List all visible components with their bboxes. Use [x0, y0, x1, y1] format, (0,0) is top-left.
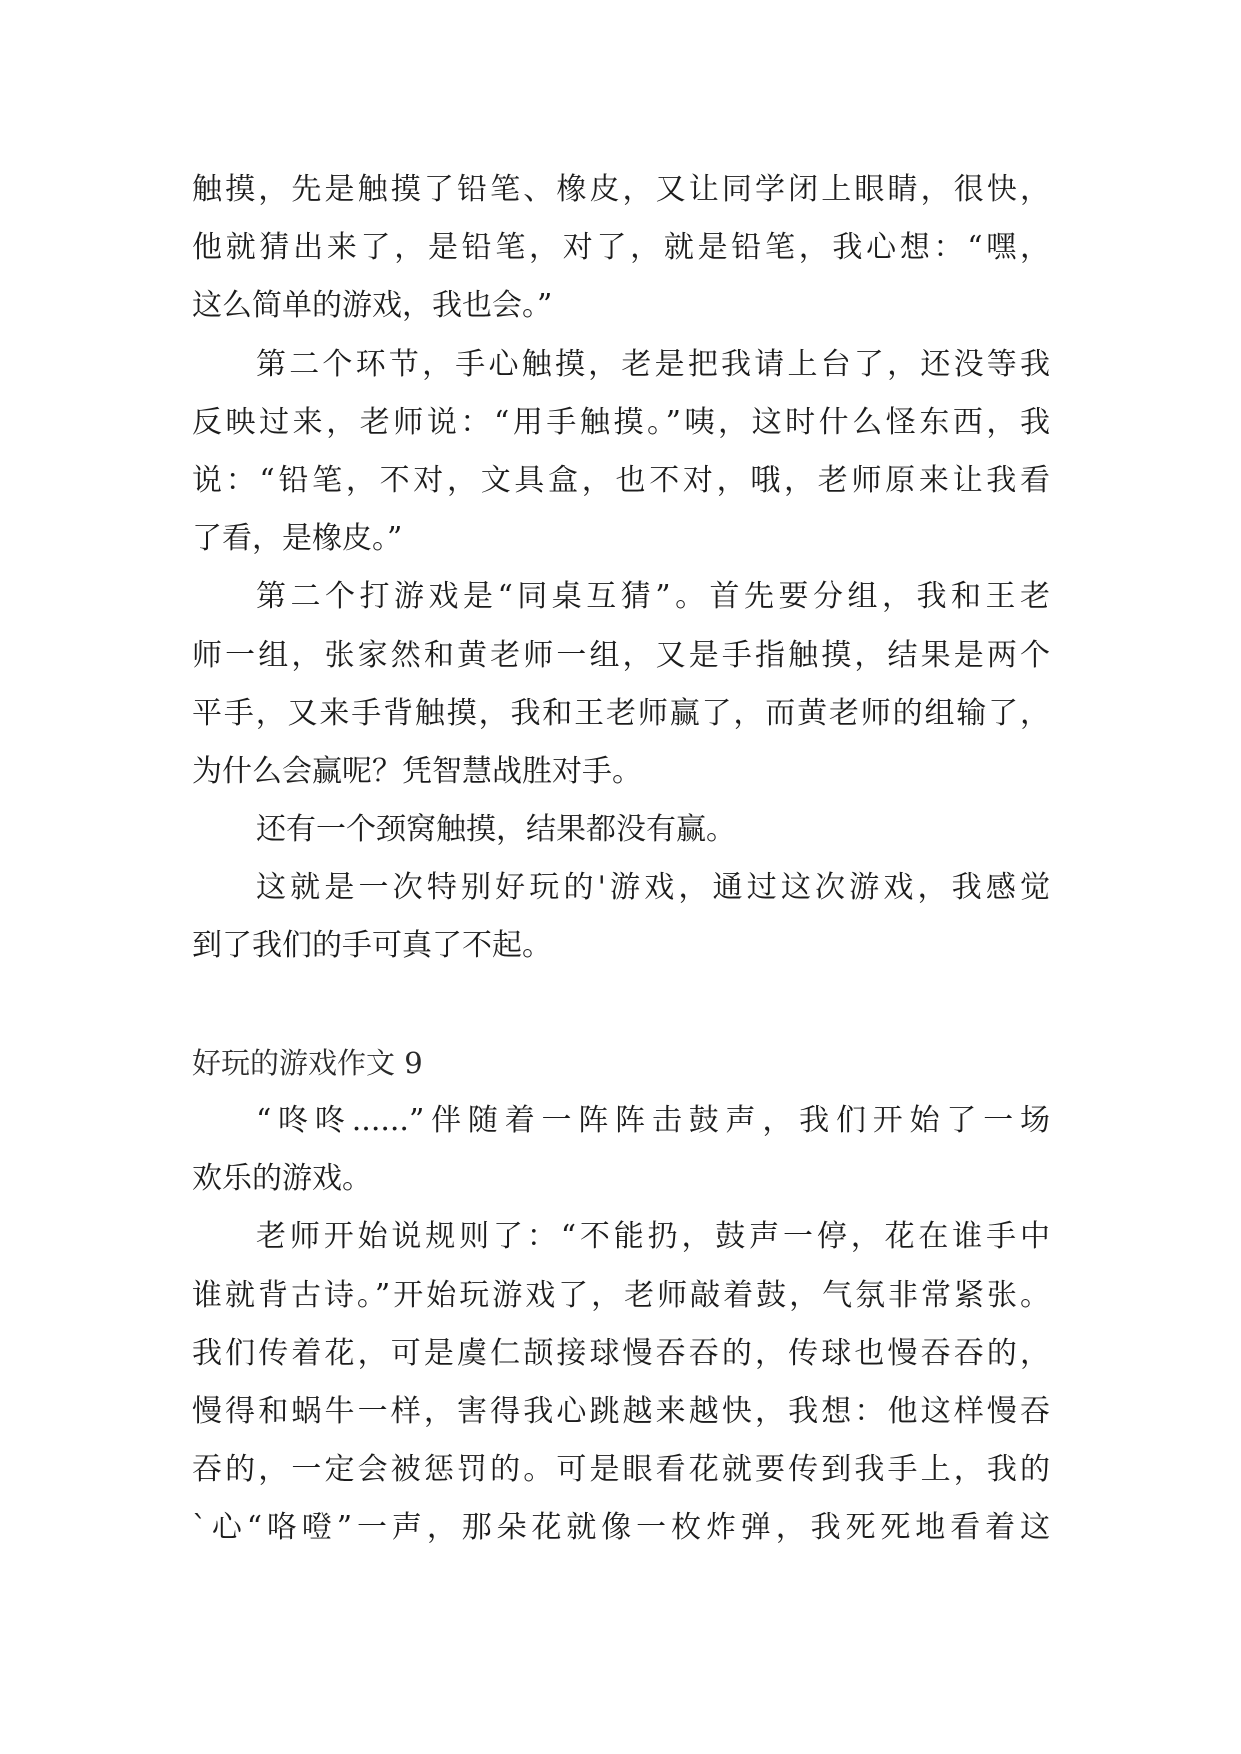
text-line: 第二个环节，手心触摸，老是把我请上台了，还没等我 — [256, 346, 1050, 382]
paragraph — [192, 161, 1050, 336]
text-line: 还有一个颈窝触摸，结果都没有赢。 — [256, 812, 736, 848]
paragraph — [192, 801, 1050, 859]
text-line: 慢得和蜗牛一样，害得我心跳越来越快，我想：他这样慢吞 — [192, 1393, 1050, 1429]
text-line: `心“咯噔”一声，那朵花就像一枚炸弹，我死死地看着这 — [192, 1510, 1050, 1546]
section-continued — [192, 161, 1050, 976]
paragraph — [192, 1208, 1050, 1557]
text-line: “咚咚......”伴随着一阵阵击鼓声，我们开始了一场 — [256, 1103, 1050, 1138]
text-line: 吞的，一定会被惩罚的。可是眼看花就要传到我手上，我的 — [192, 1452, 1050, 1488]
text-line: 到了我们的手可真了不起。 — [192, 928, 552, 964]
text-line: 谁就背古诗。”开始玩游戏了，老师敲着鼓，气氛非常紧张。 — [192, 1277, 1050, 1313]
paragraph — [192, 568, 1050, 801]
text-line: 他就猜出来了，是铅笔，对了，就是铅笔，我心想：“嘿， — [192, 230, 1050, 266]
text-line: 触摸，先是触摸了铅笔、橡皮，又让同学闭上眼睛，很快， — [192, 172, 1050, 207]
text-line: 这就是一次特别好玩的'游戏，通过这次游戏，我感觉 — [256, 870, 1050, 906]
text-line: 了看，是橡皮。” — [192, 521, 403, 557]
paragraph — [192, 336, 1050, 569]
paragraph — [192, 859, 1050, 975]
text-line: 为什么会赢呢？凭智慧战胜对手。 — [192, 753, 642, 789]
text-line: 我们传着花，可是虞仁颉接球慢吞吞的，传球也慢吞吞的， — [192, 1335, 1050, 1371]
text-line: 老师开始说规则了：“不能扔，鼓声一停，花在谁手中 — [256, 1219, 1050, 1255]
text-line: 平手，又来手背触摸，我和王老师赢了，而黄老师的组输了， — [192, 695, 1050, 731]
section-title: 好玩的游戏作文 9 — [192, 1045, 423, 1080]
text-line: 师一组，张家然和黄老师一组，又是手指触摸，结果是两个 — [192, 637, 1050, 673]
text-line: 欢乐的游戏。 — [192, 1161, 372, 1197]
text-line: 这么简单的游戏，我也会。” — [192, 288, 553, 324]
paragraph — [192, 1092, 1050, 1208]
text-line: 第二个打游戏是“同桌互猜”。首先要分组，我和王老 — [256, 579, 1050, 615]
section-essay-9 — [192, 1034, 1050, 1558]
text-line: 说：“铅笔，不对，文具盒，也不对，哦，老师原来让我看 — [192, 462, 1050, 498]
text-line: 反映过来，老师说：“用手触摸。”咦，这时什么怪东西，我 — [192, 404, 1050, 440]
document-body — [192, 161, 1050, 1558]
